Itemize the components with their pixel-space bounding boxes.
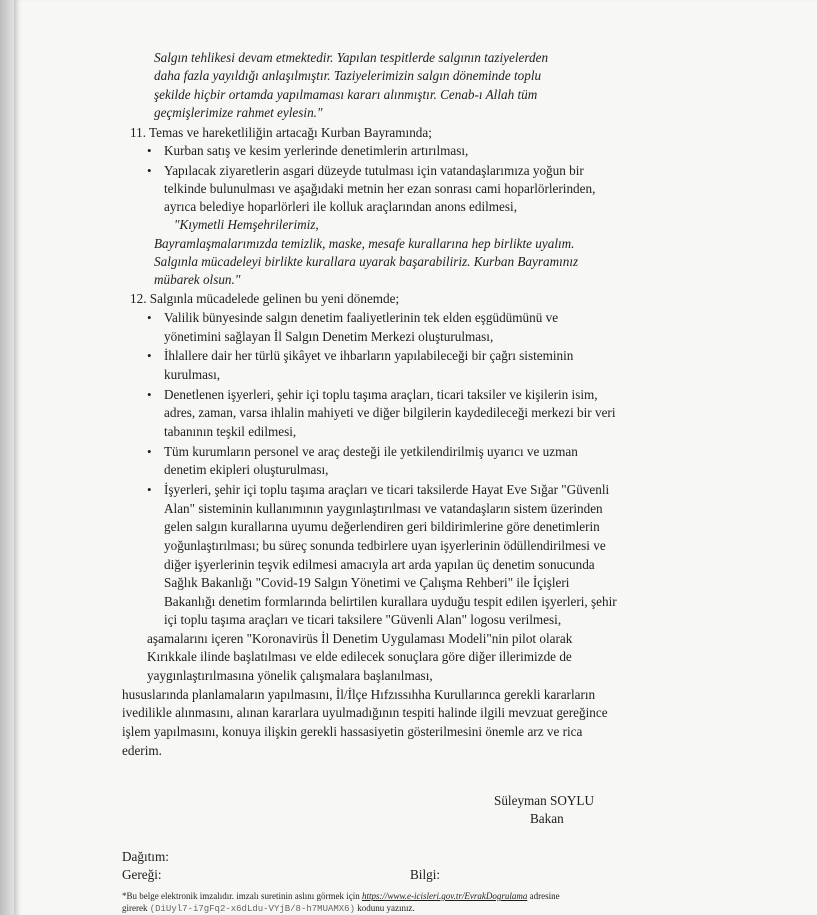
conclusion-line: hususlarında planlamaların yapılmasını, İl/İlçe Hıfzıssıhha Kurullarınca gerekli kararların [122,687,596,702]
conclusion-line: ivedilikle alınmasını, alınan kararlara uyulmadığının tespiti halinde ilgili mevzuat gereğince [122,705,608,720]
signature-name: Süleyman SOYLU [494,793,595,808]
quote-line: şekilde hiçbir ortamda yapılmaması kararı alınmıştır. Cenab-ı Allah tüm [154,87,538,102]
footer-line-1 [122,891,560,902]
bullet-icon: • [147,482,152,497]
bullet-text: telkinde bulunulması ve aşağıdaki metnin her ezan sonrası cami hoparlörlerinden, [164,181,596,196]
bullet-text: Bakanlığı denetim formlarında belirtilen kurallara uyduğu tespit edilen işyerleri, şehir [164,594,617,609]
bullet-text: Sağlık Bakanlığı "Covid-19 Salgın Yönetimi ve Çalışma Rehberi" ile İçişleri [164,575,570,590]
bullet-text: İhlallere dair her türlü şikâyet ve ihbarların yapılabileceği bir çağrı sisteminin [164,348,574,363]
item-11-heading: 11. Temas ve hareketliliğin artacağı Kurban Bayramında; [130,125,432,140]
closing-line: yaygınlaştırılmasına yönelik çalışmalara başlanılması, [147,668,433,683]
bullet-text: denetim ekipleri oluşturulması, [164,462,329,477]
bullet-icon: • [147,310,152,325]
bullet-text: Alan" sisteminin kullanımının yaygınlaştırılması ve vatandaşların sistem üzerinden [164,501,603,516]
quote-line: "Kıymetli Hemşehrilerimiz, [174,217,319,232]
bullet-text: Yapılacak ziyaretlerin asgari düzeyde tutulması için vatandaşlarımıza yoğun bir [164,163,584,178]
closing-line: aşamalarını içeren "Koronavirüs İl Denetim Uygulaması Modeli"nin pilot olarak [147,631,573,646]
footer-text: girerek [122,903,148,913]
bullet-text: içi toplu taşıma araçları ve ticari taksilere "Güvenli Alan" logosu verilmesi, [164,612,562,627]
footer-text: adresine [529,891,560,901]
bullet-text: gelen salgın kurallarına uyumu değerlendiren geri bildirimlerine göre denetimlerin [164,519,600,534]
closing-line: Kırıkkale ilinde başlatılması ve elde edilecek sonuçlara göre diğer illerimizde de [147,649,572,664]
quote-line: Bayramlaşmalarımızda temizlik, maske, mesafe kurallarına hep birlikte uyalım. [154,236,575,251]
quote-line: geçmişlerimize rahmet eylesin." [154,105,323,120]
bullet-text: ayrıca belediye hoparlörleri ile kolluk araçlarından anons edilmesi, [164,199,517,214]
footer-text: *Bu belge elektronik imzalıdır. imzalı suretinin aslını görmek için [122,891,360,901]
bullet-icon: • [147,348,152,363]
bullet-text: İşyerleri, şehir içi toplu taşıma araçları ve ticari taksilerde Hayat Eve Sığar "Güvenli [164,482,610,497]
verification-link[interactable]: https://www.e-icisleri.gov.tr/EvrakDogrulama [361,891,528,901]
footer-text: kodunu yazınız. [357,903,415,913]
distribution-gereği: Gereği: [122,867,162,882]
bullet-icon: • [147,444,152,459]
bullet-text: yoğunlaştırılması; bu süreç sonunda tedbirlere uyan işyerlerinin ödüllendirilmesi ve [164,538,606,553]
bullet-icon: • [147,387,152,402]
item-12-heading: 12. Salgınla mücadelede gelinen bu yeni dönemde; [130,291,400,306]
bullet-icon: • [147,143,152,158]
quote-line: Salgınla mücadeleyi birlikte kurallara uyarak başarabiliriz. Kurban Bayramınız [154,254,579,269]
bullet-text: adres, zaman, varsa ihlalin mahiyeti ve diğer bilgilerin kaydedileceği merkezi bir veri [164,405,616,420]
bullet-text: diğer işyerlerinin teşvik edilmesi amacıyla art arda yapılan üç denetim sonucunda [164,557,595,572]
bullet-icon: • [147,163,152,178]
page-edge-shadow [0,0,14,915]
quote-line: daha fazla yayıldığı anlaşılmıştır. Taziyelerimizin salgın döneminde toplu [154,68,542,83]
bullet-text: tabanının teşkil edilmesi, [164,424,297,439]
quote-line: Salgın tehlikesi devam etmektedir. Yapılan tespitlerde salgının taziyelerden [154,50,549,65]
bullet-text: Tüm kurumların personel ve araç desteği ile yetkilendirilmiş uyarıcı ve uzman [164,444,578,459]
bullet-text: Denetlenen işyerleri, şehir içi toplu taşıma araçları, ticari taksiler ve kişilerin isim, [164,387,598,402]
verification-code: (DiUyl7-i7gFq2-x6dLdu-VYjB/8-h7MUAMX6) [149,904,355,914]
footer-line-2 [122,903,415,915]
bullet-text: Valilik bünyesinde salgın denetim faaliyetlerinin tek elden eşgüdümünü ve [164,310,559,325]
distribution-label: Dağıtım: [122,849,169,864]
signature-title: Bakan [530,811,564,826]
bullet-text: yönetimini sağlayan İl Salgın Denetim Merkezi oluşturulması, [164,329,494,344]
conclusion-line: işlem yapılmasını, konuya ilişkin gerekli hassasiyetin gösterilmesini önemle arz ve rica [122,724,583,739]
bullet-text: kurulması, [164,367,221,382]
bullet-text: Kurban satış ve kesim yerlerinde denetimlerin artırılması, [164,143,469,158]
quote-line: mübarek olsun." [154,272,241,287]
conclusion-line: ederim. [122,743,162,758]
distribution-bilgi: Bilgi: [410,867,441,882]
